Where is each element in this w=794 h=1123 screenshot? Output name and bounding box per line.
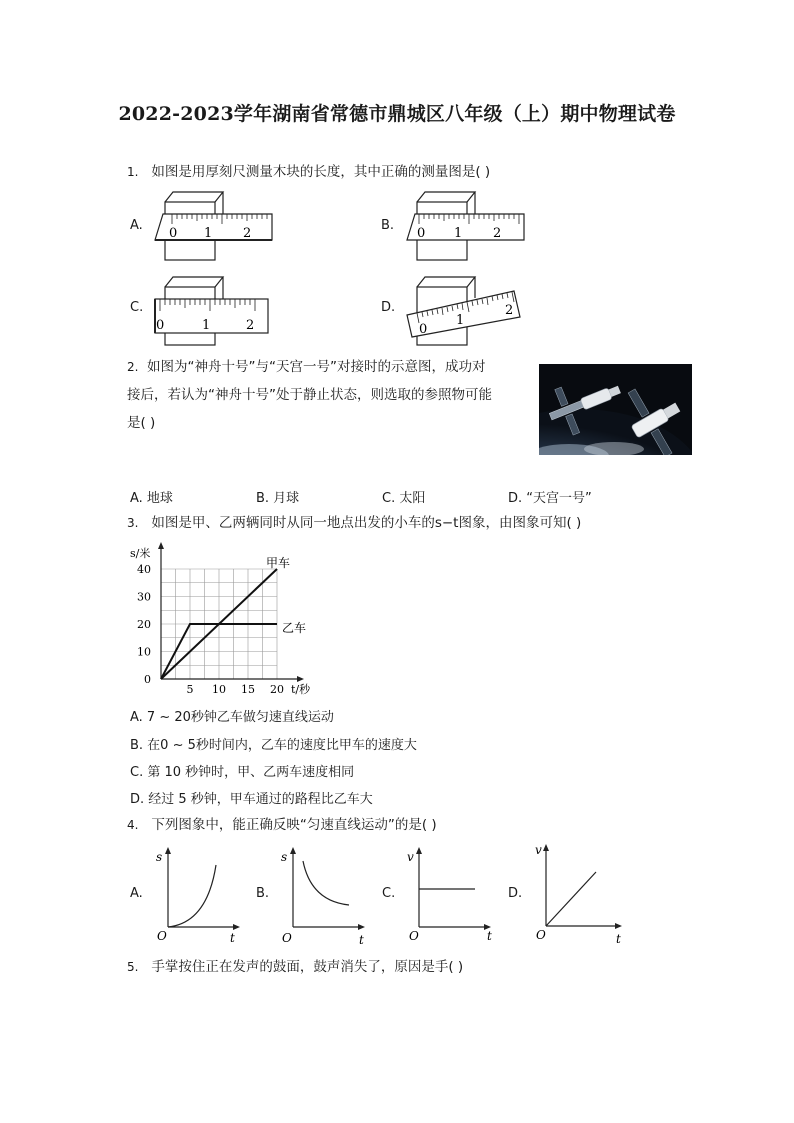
st-chart [128, 540, 328, 702]
y-axis-arrow [158, 542, 164, 549]
y-axis-label: v [407, 850, 414, 864]
option-b-label: B. [256, 886, 270, 901]
option-c: C. 太阳 [382, 491, 426, 506]
option-c-label: C. [130, 300, 144, 315]
graph-a [152, 843, 244, 947]
graph-c [403, 843, 495, 947]
tick-label: 0 [417, 226, 426, 241]
question-3 [127, 511, 581, 535]
x-tick-label: 10 [212, 683, 226, 696]
ruler-figure-c [150, 273, 280, 348]
y-axis-label: s [281, 850, 288, 864]
x-axis-label: t/秒 [291, 683, 311, 696]
y-axis-label: s [156, 850, 163, 864]
x-axis-label: t [616, 932, 621, 946]
tick-label: 0 [156, 318, 165, 333]
question-number: 1. [127, 165, 139, 179]
question-text: 如图是甲、乙两辆同时从同一地点出发的小车的s−t图象，由图象可知( ) [151, 515, 582, 531]
question-text: 手掌按住正在发声的鼓面，鼓声消失了，原因是手( ) [151, 959, 464, 975]
ruler-figure-d [402, 273, 532, 348]
question-2 [127, 355, 527, 435]
question-text-line-1: 如图为“神舟十号”与“天宫一号”对接时的示意图，成功对 [147, 359, 486, 375]
y-tick-label: 0 [144, 673, 151, 686]
x-axis-label: t [359, 933, 364, 947]
graph-b [277, 843, 369, 947]
series-label-yi: 乙车 [282, 621, 307, 635]
series-label-jia: 甲车 [266, 556, 291, 570]
ruler-figure-b [402, 188, 532, 263]
x-axis-arrow [297, 676, 304, 682]
y-tick-label: 40 [137, 563, 151, 576]
option-b: B. 月球 [256, 491, 300, 506]
option-a: A. 7 ~ 20秒钟乙车做匀速直线运动 [130, 710, 334, 725]
ruler-figure-a [150, 188, 280, 263]
question-1 [127, 160, 490, 184]
option-a-label: A. [130, 886, 143, 901]
tick-label: 1 [202, 318, 211, 333]
tick-label: 0 [419, 322, 428, 337]
option-b-label: B. [381, 218, 395, 233]
paper-title: 2022-2023学年湖南省常德市鼎城区八年级（上）期中物理试卷 [118, 103, 676, 125]
x-tick-label: 5 [186, 683, 194, 696]
question-5 [127, 955, 463, 979]
option-d-label: D. [381, 300, 396, 315]
option-d: D. “天宫一号” [508, 491, 592, 506]
tick-label: 1 [456, 313, 465, 328]
question-number: 4. [127, 818, 139, 832]
tick-label: 2 [493, 226, 502, 241]
y-tick-label: 20 [137, 618, 151, 631]
origin-label: O [282, 931, 292, 945]
option-d: D. 经过 5 秒钟，甲车通过的路程比乙车大 [130, 792, 373, 807]
option-a: A. 地球 [130, 491, 173, 506]
origin-label: O [157, 929, 167, 943]
option-b: B. 在0 ~ 5秒时间内，乙车的速度比甲车的速度大 [130, 738, 417, 753]
tick-label: 1 [204, 226, 213, 241]
y-axis-label: v [535, 843, 542, 857]
option-c: C. 第 10 秒钟时，甲、乙两车速度相同 [130, 765, 355, 780]
origin-label: O [409, 929, 419, 943]
question-text-line-3: 是( ) [127, 415, 156, 431]
x-tick-label: 20 [270, 683, 284, 696]
y-tick-label: 30 [137, 590, 151, 604]
question-number: 2. [127, 360, 139, 374]
question-number: 3. [127, 516, 139, 530]
tick-label: 2 [505, 303, 514, 318]
option-d-label: D. [508, 886, 523, 901]
option-c-label: C. [382, 886, 396, 901]
question-text-line-2: 接后，若认为“神舟十号”处于静止状态，则选取的参照物可能 [127, 387, 492, 403]
origin-label: O [536, 928, 546, 942]
question-text: 下列图象中，能正确反映“匀速直线运动”的是( ) [151, 817, 437, 833]
question-number: 5. [127, 960, 139, 974]
x-axis-label: t [230, 931, 235, 945]
graph-d [530, 838, 630, 948]
tick-label: 0 [169, 226, 178, 241]
question-4 [127, 813, 437, 837]
x-tick-label: 15 [241, 683, 255, 696]
tick-label: 2 [243, 226, 252, 241]
x-axis-label: t [487, 929, 492, 943]
y-axis-label: s/米 [130, 547, 151, 560]
question-text: 如图是用厚刻尺测量木块的长度，其中正确的测量图是( ) [151, 164, 491, 180]
y-tick-label: 10 [137, 645, 151, 659]
option-a-label: A. [130, 218, 143, 233]
tick-label: 2 [246, 318, 255, 333]
spacecraft-docking-image [539, 364, 692, 455]
tick-label: 1 [454, 226, 463, 241]
